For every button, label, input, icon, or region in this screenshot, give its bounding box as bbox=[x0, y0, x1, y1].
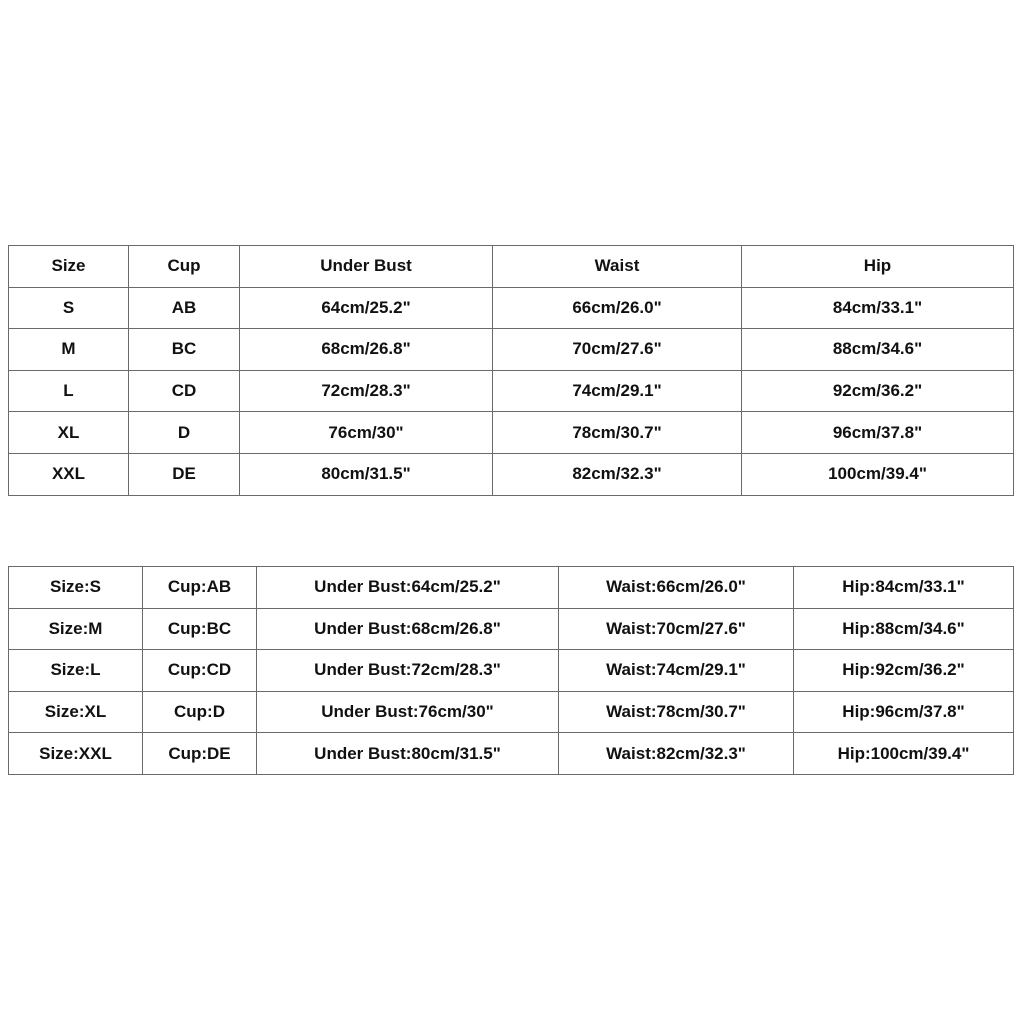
table-row bbox=[9, 453, 1014, 495]
cell-under-bust: 72cm/28.3" bbox=[240, 370, 493, 412]
cell-size: L bbox=[9, 370, 129, 412]
cell-waist: Waist:78cm/30.7" bbox=[559, 691, 794, 733]
table-row bbox=[9, 329, 1014, 371]
cell-size: S bbox=[9, 287, 129, 329]
cell-hip: Hip:96cm/37.8" bbox=[794, 691, 1014, 733]
cell-hip: 84cm/33.1" bbox=[742, 287, 1014, 329]
cell-under-bust: Under Bust:80cm/31.5" bbox=[257, 733, 559, 775]
cell-size: Size:XXL bbox=[9, 733, 143, 775]
size-chart-labeled-table bbox=[8, 566, 1014, 775]
table-header-row bbox=[9, 246, 1014, 288]
cell-waist: Waist:74cm/29.1" bbox=[559, 650, 794, 692]
cell-cup: DE bbox=[129, 453, 240, 495]
header-hip: Hip bbox=[742, 246, 1014, 288]
header-size: Size bbox=[9, 246, 129, 288]
cell-cup: Cup:BC bbox=[143, 608, 257, 650]
cell-hip: 100cm/39.4" bbox=[742, 453, 1014, 495]
cell-cup: Cup:CD bbox=[143, 650, 257, 692]
cell-cup: D bbox=[129, 412, 240, 454]
cell-cup: Cup:AB bbox=[143, 567, 257, 609]
table-row bbox=[9, 650, 1014, 692]
cell-under-bust: Under Bust:68cm/26.8" bbox=[257, 608, 559, 650]
cell-hip: Hip:84cm/33.1" bbox=[794, 567, 1014, 609]
cell-size: Size:S bbox=[9, 567, 143, 609]
cell-cup: CD bbox=[129, 370, 240, 412]
cell-cup: Cup:D bbox=[143, 691, 257, 733]
cell-hip: 92cm/36.2" bbox=[742, 370, 1014, 412]
cell-size: Size:M bbox=[9, 608, 143, 650]
cell-cup: AB bbox=[129, 287, 240, 329]
cell-under-bust: Under Bust:76cm/30" bbox=[257, 691, 559, 733]
cell-waist: 78cm/30.7" bbox=[493, 412, 742, 454]
cell-under-bust: 76cm/30" bbox=[240, 412, 493, 454]
cell-waist: 70cm/27.6" bbox=[493, 329, 742, 371]
cell-waist: Waist:66cm/26.0" bbox=[559, 567, 794, 609]
cell-waist: 66cm/26.0" bbox=[493, 287, 742, 329]
cell-waist: 74cm/29.1" bbox=[493, 370, 742, 412]
cell-hip: Hip:92cm/36.2" bbox=[794, 650, 1014, 692]
cell-waist: Waist:70cm/27.6" bbox=[559, 608, 794, 650]
cell-cup: BC bbox=[129, 329, 240, 371]
cell-cup: Cup:DE bbox=[143, 733, 257, 775]
table-row bbox=[9, 370, 1014, 412]
cell-under-bust: Under Bust:72cm/28.3" bbox=[257, 650, 559, 692]
cell-hip: Hip:100cm/39.4" bbox=[794, 733, 1014, 775]
cell-hip: Hip:88cm/34.6" bbox=[794, 608, 1014, 650]
table-row bbox=[9, 733, 1014, 775]
table-row bbox=[9, 412, 1014, 454]
cell-hip: 96cm/37.8" bbox=[742, 412, 1014, 454]
cell-under-bust: Under Bust:64cm/25.2" bbox=[257, 567, 559, 609]
cell-size: XXL bbox=[9, 453, 129, 495]
cell-under-bust: 80cm/31.5" bbox=[240, 453, 493, 495]
cell-size: XL bbox=[9, 412, 129, 454]
table-row bbox=[9, 567, 1014, 609]
table-row bbox=[9, 691, 1014, 733]
table-row bbox=[9, 287, 1014, 329]
cell-hip: 88cm/34.6" bbox=[742, 329, 1014, 371]
header-waist: Waist bbox=[493, 246, 742, 288]
header-under-bust: Under Bust bbox=[240, 246, 493, 288]
cell-waist: Waist:82cm/32.3" bbox=[559, 733, 794, 775]
table-row bbox=[9, 608, 1014, 650]
header-cup: Cup bbox=[129, 246, 240, 288]
cell-waist: 82cm/32.3" bbox=[493, 453, 742, 495]
cell-size: Size:XL bbox=[9, 691, 143, 733]
cell-under-bust: 68cm/26.8" bbox=[240, 329, 493, 371]
cell-under-bust: 64cm/25.2" bbox=[240, 287, 493, 329]
cell-size: M bbox=[9, 329, 129, 371]
cell-size: Size:L bbox=[9, 650, 143, 692]
size-chart-table bbox=[8, 245, 1014, 496]
